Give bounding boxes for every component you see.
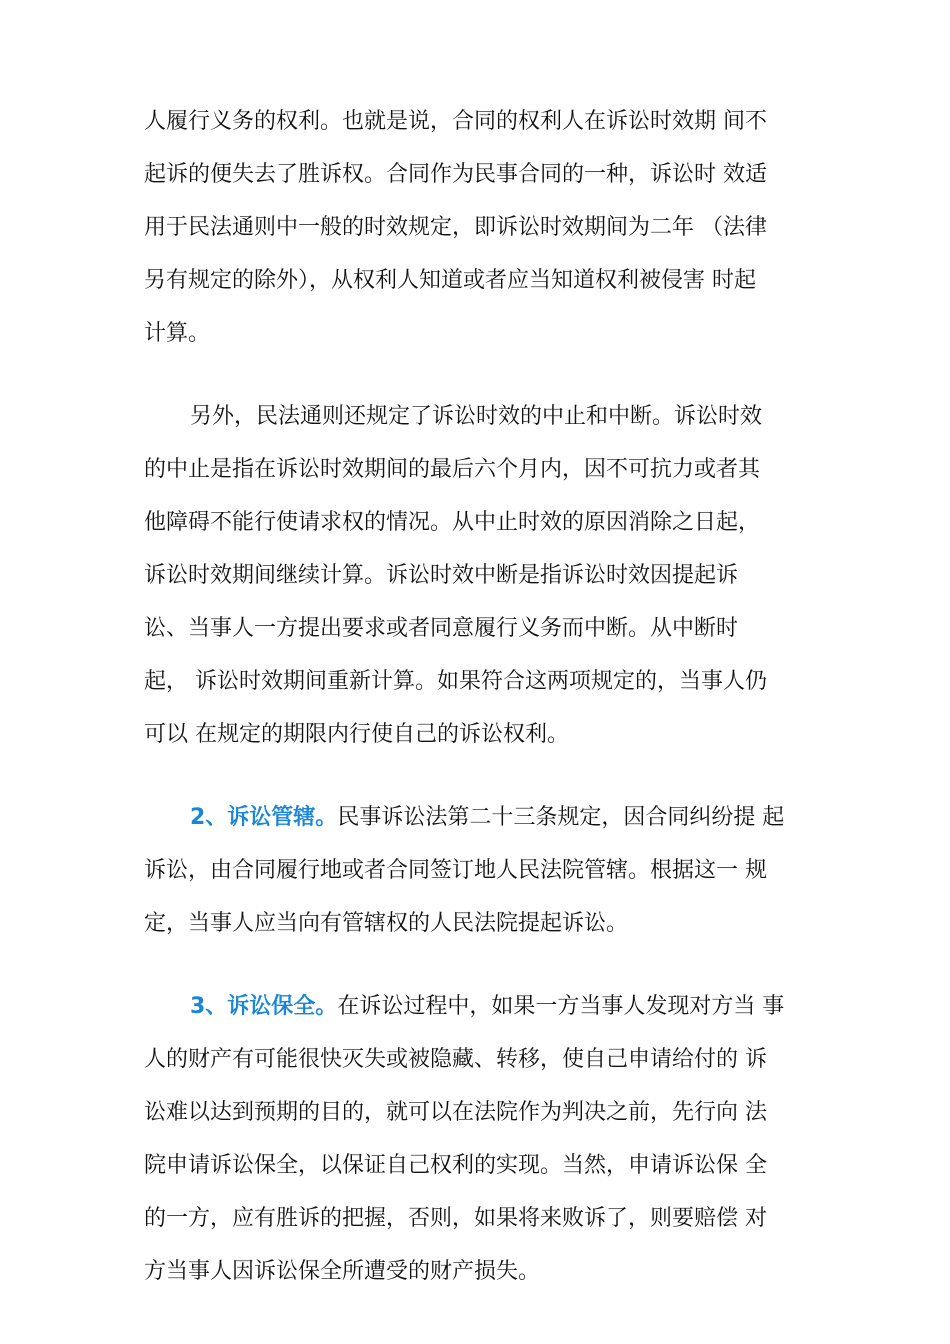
section-heading-jurisdiction: 2、诉讼管辖。 bbox=[190, 805, 338, 830]
text-line bbox=[144, 791, 820, 844]
paragraph-preservation bbox=[144, 980, 820, 1298]
text-line: 定，当事人应当向有管辖权的人民法院提起诉讼。 bbox=[144, 911, 629, 936]
text-run: 在诉讼过程中，如果一方当事人发现对方当 事 bbox=[337, 994, 785, 1019]
text-line: 另有规定的除外），从权利人知道或者应当知道权利被侵害 时起 bbox=[144, 268, 756, 293]
text-line: 院申请诉讼保全，以保证自己权利的实现。当然，申请诉讼保 全 bbox=[144, 1153, 767, 1178]
text-line: 起诉的便失去了胜诉权。合同作为民事合同的一种，诉讼时 效适 bbox=[144, 162, 767, 187]
text-line bbox=[144, 980, 820, 1033]
paragraph-suspension-interruption bbox=[144, 390, 820, 761]
text-line: 诉讼时效期间继续计算。诉讼时效中断是指诉讼时效因提起诉 bbox=[144, 563, 739, 588]
section-heading-preservation: 3、诉讼保全。 bbox=[190, 994, 338, 1019]
text-line: 起， 诉讼时效期间重新计算。如果符合这两项规定的，当事人仍 bbox=[144, 669, 767, 694]
text-run: 民事诉讼法第二十三条规定，因合同纠纷提 起 bbox=[337, 805, 785, 830]
text-line: 人履行义务的权利。也就是说，合同的权利人在诉讼时效期 间不 bbox=[144, 109, 767, 134]
text-line: 用于民法通则中一般的时效规定，即诉讼时效期间为二年 （法律 bbox=[144, 215, 767, 240]
text-line: 方当事人因诉讼保全所遭受的财产损失。 bbox=[144, 1259, 541, 1284]
document-body bbox=[144, 95, 820, 1328]
text-line: 另外，民法通则还规定了诉讼时效的中止和中断。诉讼时效 bbox=[190, 404, 763, 429]
text-line: 可以 在规定的期限内行使自己的诉讼权利。 bbox=[144, 722, 569, 747]
paragraph-jurisdiction bbox=[144, 791, 820, 950]
text-line: 诉讼，由合同履行地或者合同签订地人民法院管辖。根据这一 规 bbox=[144, 858, 767, 883]
text-line: 计算。 bbox=[144, 321, 211, 346]
text-line: 讼难以达到预期的目的，就可以在法院作为判决之前，先行向 法 bbox=[144, 1100, 767, 1125]
text-line: 的中止是指在诉讼时效期间的最后六个月内，因不可抗力或者其 bbox=[144, 457, 761, 482]
text-line: 人的财产有可能很快灭失或被隐藏、转移，使自己申请给付的 诉 bbox=[144, 1047, 767, 1072]
text-line: 他障碍不能行使请求权的情况。从中止时效的原因消除之日起， bbox=[144, 510, 761, 535]
text-line: 的一方，应有胜诉的把握，否则，如果将来败诉了，则要赔偿 对 bbox=[144, 1206, 767, 1231]
text-line: 讼、当事人一方提出要求或者同意履行义务而中断。从中断时 bbox=[144, 616, 739, 641]
paragraph-limitation-period bbox=[144, 95, 820, 360]
